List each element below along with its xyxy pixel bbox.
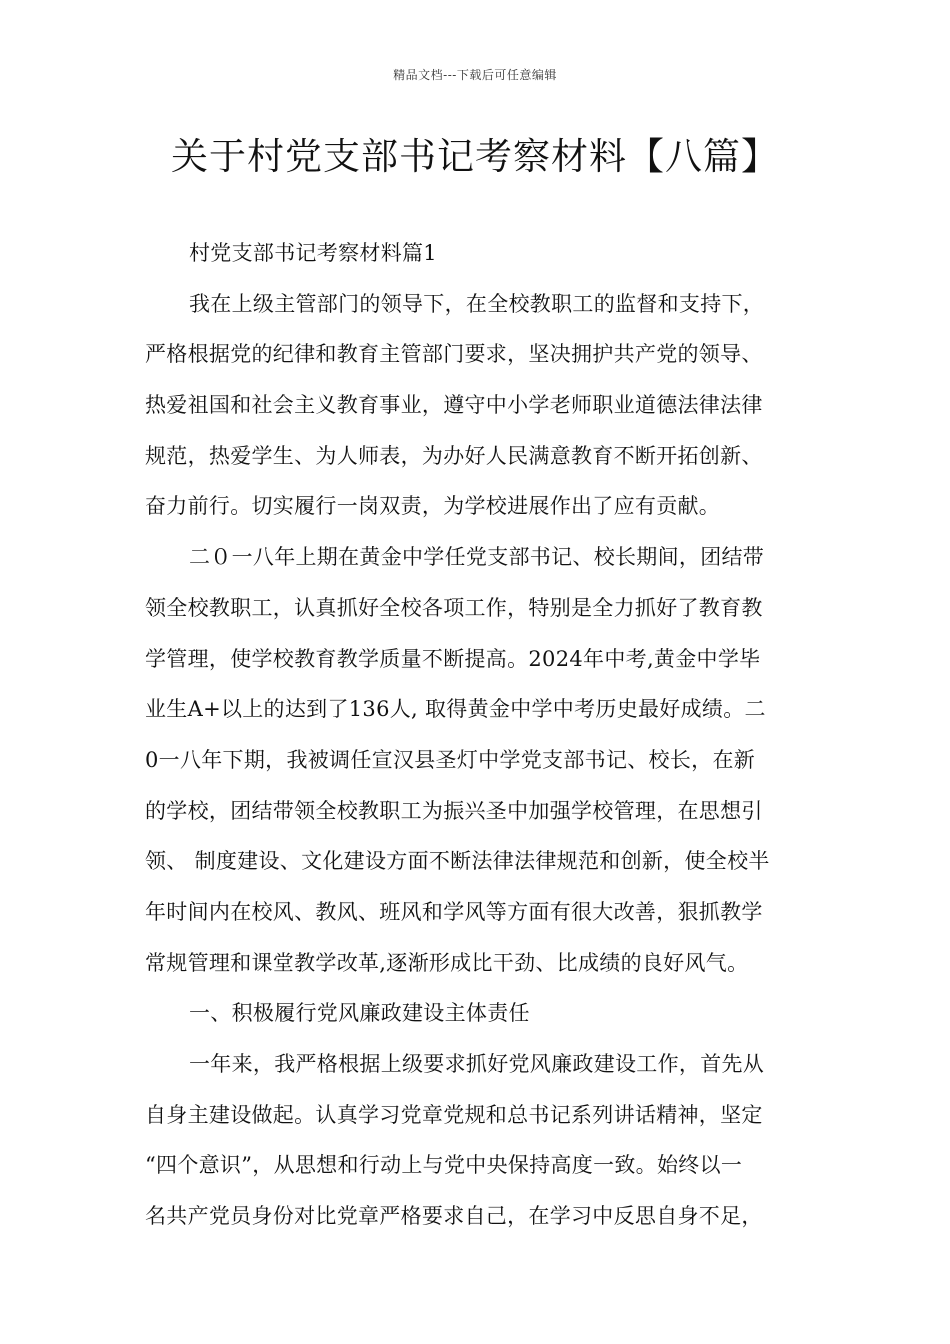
- paragraph-line: 业生A+以上的达到了136人, 取得黄金中学中考历史最好成绩。二: [145, 697, 766, 722]
- paragraph-line: 热爱祖国和社会主义教育事业，遵守中小学老师职业道德法律法律: [145, 393, 763, 418]
- paragraph-line: 年时间内在校风、教风、班风和学风等方面有很大改善，狠抓教学: [145, 899, 763, 924]
- paragraph-line: 学管理，使学校教育教学质量不断提高。2024年中考,黄金中学毕: [145, 646, 761, 671]
- section-heading: 村党支部书记考察材料篇1: [189, 241, 437, 265]
- paragraph-line: 领全校教职工，认真抓好全校各项工作，特别是全力抓好了教育教: [145, 595, 763, 620]
- section-heading: 一、积极履行党风廉政建设主体责任: [189, 1001, 530, 1026]
- paragraph-line: 严格根据党的纪律和教育主管部门要求，坚决拥护共产党的领导、: [145, 342, 763, 367]
- paragraph-line: 自身主建设做起。认真学习党章党规和总书记系列讲话精神，坚定: [145, 1102, 763, 1127]
- paragraph-line: 常规管理和课堂教学改革,逐渐形成比干劲、比成绩的良好风气。: [145, 950, 749, 975]
- paragraph-line: 名共产党员身份对比党章严格要求自己，在学习中反思自身不足，: [145, 1204, 763, 1229]
- paragraph-line: 一年来，我严格根据上级要求抓好党风廉政建设工作，首先从: [189, 1052, 765, 1076]
- document-title: 关于村党支部书记考察材料【八篇】: [171, 135, 779, 178]
- paragraph-line: “四个意识”，从思想和行动上与党中央保持高度一致。始终以一: [145, 1153, 743, 1178]
- paragraph-line: 的学校，团结带领全校教职工为振兴圣中加强学校管理，在思想引: [145, 798, 763, 823]
- paragraph-line: 奋力前行。切实履行一岗双责，为学校进展作出了应有贡献。: [145, 494, 721, 519]
- paragraph-line: 我在上级主管部门的领导下，在全校教职工的监督和支持下，: [189, 291, 765, 316]
- paragraph-line: 规范，热爱学生、为人师表，为办好人民满意教育不断开拓创新、: [145, 443, 763, 468]
- paragraph-line: 0一八年下期，我被调任宣汉县圣灯中学党支部书记、校长，在新: [145, 747, 756, 772]
- paragraph-line: 领、 制度建设、文化建设方面不断法律法律规范和创新，使全校半: [145, 849, 770, 874]
- document-body: [145, 228, 807, 1242]
- header-note: 精品文档---下载后可任意编辑: [393, 68, 557, 82]
- paragraph-line: 二０一八年上期在黄金中学任党支部书记、校长期间，团结带: [189, 545, 765, 570]
